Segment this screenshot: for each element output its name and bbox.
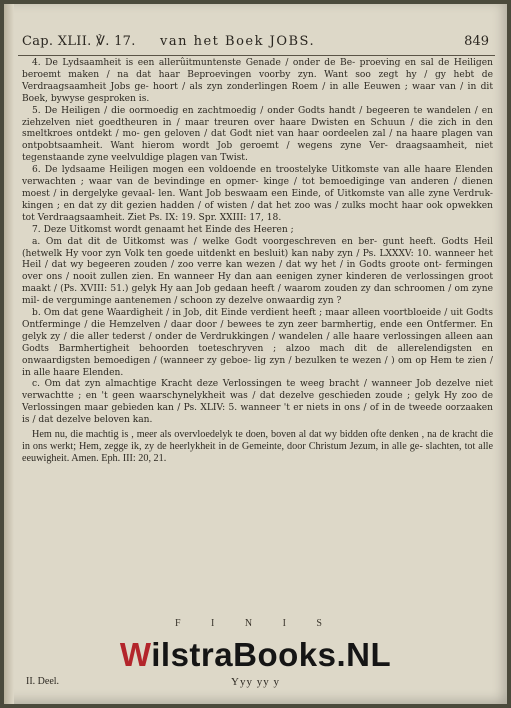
- volume-signature: II. Deel.: [26, 676, 60, 687]
- page-spine-shadow: [4, 4, 14, 704]
- body-text: [22, 58, 493, 465]
- book-page: [4, 4, 507, 704]
- paragraph-c-kracht: c. Om dat zyn almachtige Kracht deze Verlossingen te weeg bracht / wanneer Job dezelve niet verwachtte ; en 't geen waarschynelykheit was / dat dezelve geschieden zoude ; gelyk Hy zoo de Verlossingen maar gebieden kan / Ps. XLIV: 5. wanneer 't er niets in ons / of in de tweede oorzaaken is / dat dezelve beloven kan.: [22, 379, 493, 426]
- paragraph-a-godts-heil: a. Om dat dit de Uitkomst was / welke Godt voorgeschreven en ber- gunt heeft. Godts Heil (hetwelk Hy voor zyn Volk ten goede uitdenkt en besluit) kan naby zyn / Ps. LXXXV: 10. wanneer het Heil / dat wy begeeren zouden / zoo verre kan wezen / dat wy het / in Godts groote ont- fermingen over ons / nooit zullen zien. En wanneer Hy dan aan eenigen zyner kinderen de verlossingen groot maakt / (Ps. XVIII: 51.) gelyk Hy aan Job gedaan heeft / waarom zouden zy dan schroomen / om zyne mil- de verguminge aantenemen / schoon zy dezelve onwaardig zyn ?: [22, 236, 493, 307]
- running-title: van het Boek JOBS.: [160, 34, 316, 49]
- wilstrabooks-watermark: [4, 637, 507, 673]
- paragraph-6-uitkomste: 6. De lydsaame Heiligen mogen een voldoende en troostelyke Uitkomste van alle haare Elenden verwachten ; waar van de bevindinge en opmer- kinge / tot bemoediginge van anderen / dienen moest / in dergelyke gevaal- len. Want Job beswaam een Einde, of Uitkomste van alle zyne Verdruk- kingen ; en dat zy dit gezien hadden / of wisten / dat het zoo was / zulks mocht haar ook opwekken tot Verdraagsaamheit. Ziet Ps. IX: 19. Spr. XXIII: 17, 18.: [22, 165, 493, 223]
- page-number: 849: [464, 34, 489, 49]
- paragraph-b-waardigheit: b. Om dat gene Waardigheit / in Job, dit Einde verdient heeft ; maar alleen voortbloeide / uit Godts Ontferminge / die Hemzelven / daar door / bewees te zyn zeer barmhertig, ende een Ontfermer. En gelyk zy / die aller tederst / onder de Verdrukkingen / wandelen / alle haare verlossingen alleen aan Godts Barmhertigheit behoorden toeteschryven ; alzoo mach dit de allerelendigsten en onwaardigsten bemoedigen / (wanneer zy geboe- lig zyn / bezulken te wezen / ) om op Hem te zien / in alle haare Elenden.: [22, 308, 493, 378]
- chapter-verse-reference: Cap. XLII. ℣. 17.: [22, 34, 136, 49]
- paragraph-4-lydsaamheit: 4. De Lydsaamheit is een allerûitmuntenste Genade / onder de Be- proeving en sal de Heiligen beroemt maken / na dat haar Beproevingen voorby zyn. Want soo zegt hy / gy hebt de Verdraagsaamheit Jobs ge- hoort / als zyn zonderlingen Roem / in alle Eeuwen ; waar van / in dit Boek, bywyse gesproken is.: [22, 58, 493, 104]
- paragraph-5-heiligen: 5. De Heiligen / die oormoedig en zachtmoedig / onder Godts handt / begeeren te wandelen / en ziehzelven niet goedtheuren in / maar treuren over haare Dwisten en Schuun / die zich in den smeltkroes ontdekt / mo- gen geloven / dat Godt niet van haar oordeelen zal / na haare plagen van ontpobtsaamheit. Want hierom wordt Job geroemt / wegens zyne Ver- draagsaamheit, niet tegenstaande zyne veelvuldige plagen van Twist.: [22, 105, 493, 164]
- paragraph-7-einde-des-heeren: 7. Deze Uitkomst wordt genaamt het Einde des Heeren ;: [32, 224, 294, 235]
- closing-doxology: Hem nu, die machtig is , meer als overvloedelyk te doen, boven al dat wy bidden ofte denken , na de kracht die in ons werkt; Hem, zegge ik, zy de heerlykheit in de Gemeinte, door Christum Jezum, in alle ge- slachten, tot alle eeuwigheit. Amen. Eph. III: 20, 21.: [22, 429, 493, 464]
- header-rule: [18, 55, 495, 56]
- catchword: Yyy yy y: [231, 676, 280, 688]
- watermark-rest: ilstraBooks.NL: [151, 636, 392, 673]
- finis-mark: F I N I S: [174, 618, 336, 629]
- running-header: [18, 34, 495, 56]
- watermark-initial: W: [119, 636, 152, 673]
